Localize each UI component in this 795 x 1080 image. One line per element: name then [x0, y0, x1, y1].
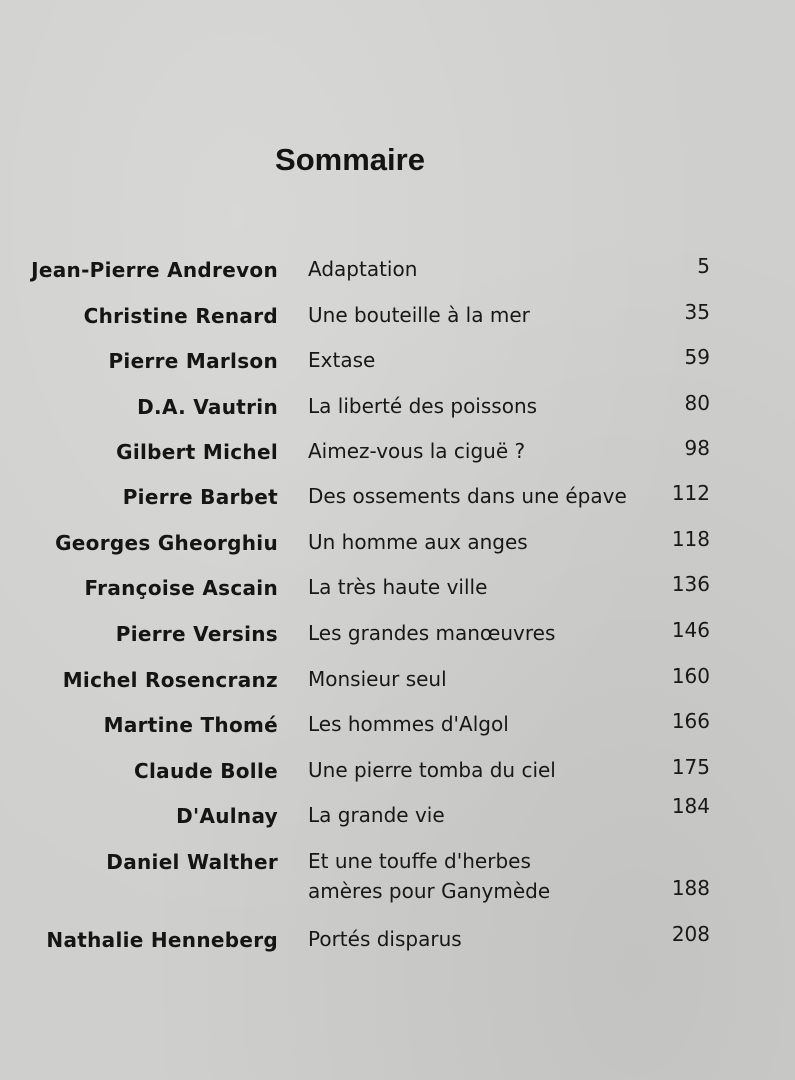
toc-author: Pierre Marlson: [108, 349, 278, 373]
toc-work-title-line: Monsieur seul: [308, 667, 447, 691]
toc-work-title-line: Et une touffe d'herbes: [308, 849, 531, 873]
toc-work-title-line: Aimez-vous la ciguë ?: [308, 439, 526, 463]
toc-author: Pierre Versins: [115, 622, 278, 646]
toc-page-number: 136: [671, 572, 710, 596]
toc-page-number: 166: [671, 709, 710, 733]
toc-work-title: [308, 664, 648, 694]
toc-page-number: 208: [671, 922, 710, 946]
toc-entry: [20, 664, 710, 704]
toc-entry: [20, 794, 710, 840]
toc-work-title-line: La grande vie: [308, 803, 445, 827]
toc-work-title: [308, 572, 648, 602]
toc-work-title: [308, 618, 648, 648]
toc-page-number: 98: [684, 436, 710, 460]
toc-work-title-line: Les hommes d'Algol: [308, 712, 509, 736]
toc-page-number: 59: [684, 345, 710, 369]
page-title: Sommaire: [275, 142, 425, 177]
toc-work-title: [308, 436, 648, 466]
toc-entry: [20, 618, 710, 658]
toc-page-number: 160: [671, 664, 710, 688]
toc-entry: [20, 254, 710, 294]
toc-entry: [20, 436, 710, 476]
toc-work-title-line: Des ossements dans une épave: [308, 484, 627, 508]
toc-author: D'Aulnay: [176, 804, 278, 828]
toc-author: Daniel Walther: [106, 850, 278, 874]
toc-author: Georges Gheorghiu: [55, 531, 278, 555]
toc-page-number: 35: [684, 300, 710, 324]
toc-author: Michel Rosencranz: [62, 668, 278, 692]
toc-work-title-line: Un homme aux anges: [308, 530, 528, 554]
toc-work-title-line: Portés disparus: [308, 927, 462, 951]
toc-work-title: [308, 300, 648, 330]
toc-work-title: [308, 345, 648, 375]
toc-entry: [20, 849, 710, 903]
toc-author: Françoise Ascain: [84, 576, 278, 600]
toc-page-number: 188: [671, 876, 710, 900]
toc-work-title-line: Extase: [308, 348, 376, 372]
toc-author: Martine Thomé: [103, 713, 278, 737]
toc-entry: [20, 481, 710, 521]
toc-entry: [20, 300, 710, 340]
toc-work-title: [308, 481, 648, 511]
toc-entry: [20, 709, 710, 749]
toc-author: Gilbert Michel: [116, 440, 278, 464]
toc-work-title: [308, 391, 648, 421]
toc-page-number: 80: [684, 391, 710, 415]
toc-work-title: [308, 527, 648, 557]
toc-author: Jean-Pierre Andrevon: [31, 258, 278, 282]
toc-entry: [20, 527, 710, 567]
toc-author: Christine Renard: [83, 304, 278, 328]
toc-work-title: [308, 924, 648, 954]
toc-author: Nathalie Henneberg: [46, 928, 278, 952]
toc-work-title-line: Une pierre tomba du ciel: [308, 758, 556, 782]
toc-work-title: [308, 800, 648, 830]
toc-page-number: 184: [671, 794, 710, 818]
toc-work-title: [308, 846, 648, 906]
toc-work-title-line: Une bouteille à la mer: [308, 303, 530, 327]
toc-entry: [20, 572, 710, 612]
toc-work-title: [308, 755, 648, 785]
toc-author: D.A. Vautrin: [137, 395, 278, 419]
toc-page-number: 118: [671, 527, 710, 551]
toc-entry: [20, 391, 710, 431]
toc-page-number: 175: [671, 755, 710, 779]
toc-entry: [20, 755, 710, 795]
toc-work-title-line: La liberté des poissons: [308, 394, 538, 418]
toc-work-title-line: Adaptation: [308, 257, 418, 281]
toc-work-title-line: Les grandes manœuvres: [308, 621, 556, 645]
toc-work-title-line: amères pour Ganymède: [308, 879, 551, 903]
toc-work-title: [308, 709, 648, 739]
toc-entry: [20, 922, 710, 964]
toc-page-number: 5: [697, 254, 710, 278]
toc-author: Claude Bolle: [134, 759, 278, 783]
toc-page-number: 112: [671, 481, 710, 505]
toc-author: Pierre Barbet: [122, 485, 278, 509]
toc-work-title: [308, 254, 648, 284]
toc-entry: [20, 345, 710, 385]
toc-page-number: 146: [671, 618, 710, 642]
toc-work-title-line: La très haute ville: [308, 575, 488, 599]
